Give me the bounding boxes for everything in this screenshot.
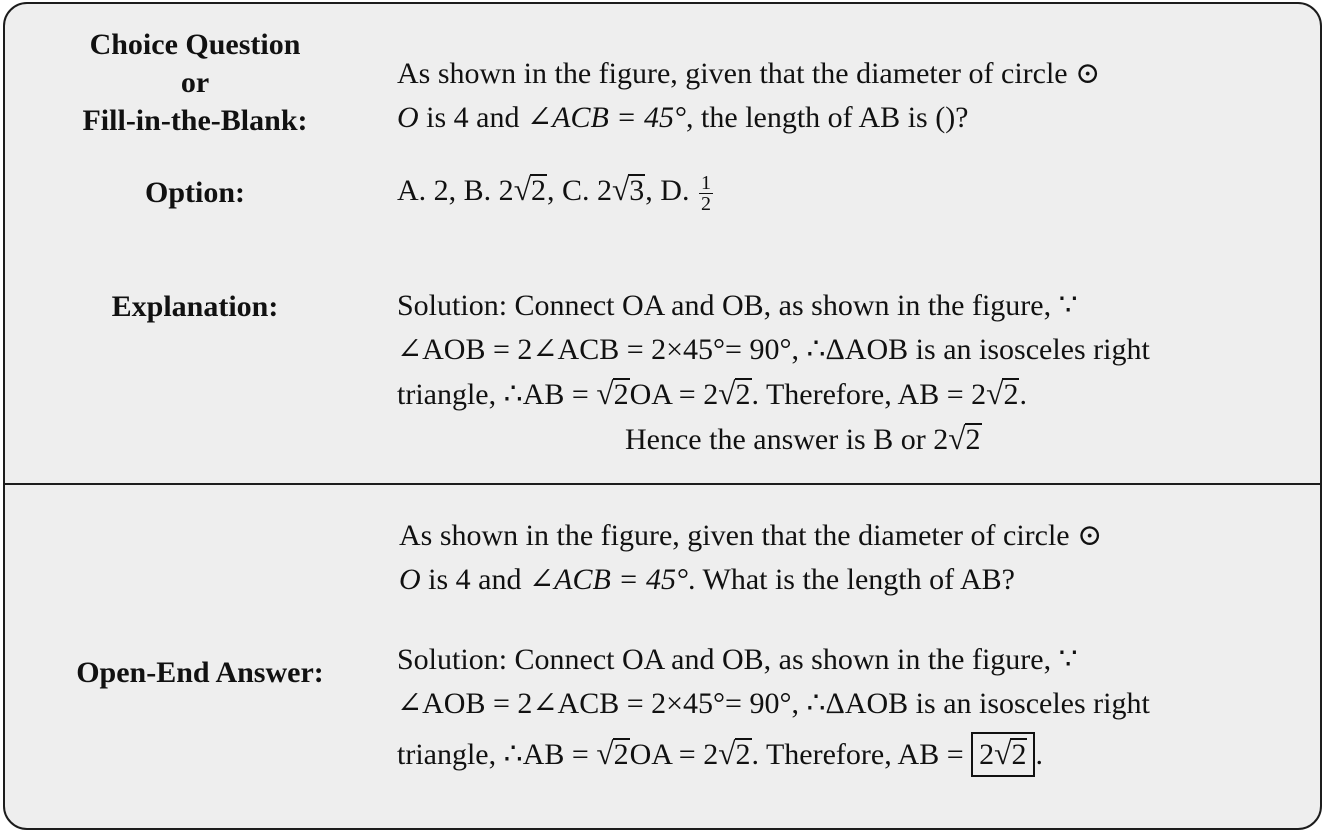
open-question-line2: O is 4 and ∠ACB = 45°. What is the length of AB? [399, 563, 1015, 596]
open-question-text [399, 514, 1102, 602]
option-a: A. 2, [397, 174, 464, 207]
option-b: B. 2√2, [463, 172, 562, 207]
fraction-one-half: $\frac{1}{2}$ [700, 171, 711, 215]
circle-symbol: ⊙ [1077, 519, 1103, 552]
variable-o: O [397, 101, 419, 134]
choice-solution-text [397, 284, 1150, 462]
circle-symbol: ⊙ [1075, 57, 1101, 90]
option-c: C. 2√3, [561, 172, 661, 207]
solution-line2: ∠AOB = 2∠ACB = 2×45°= 90°, ∴ΔAOB is an isosceles right [397, 687, 1150, 720]
choice-label-line3: Fill-in-the-Blank: [82, 104, 308, 137]
solution-line1: Solution: Connect OA and OB, as shown in the figure, ∵ [397, 643, 1078, 676]
boxed-final-answer: 2√2 [971, 732, 1035, 777]
choice-label-line1: Choice Question [89, 28, 301, 61]
option-d: D. $\frac{1}{2}$ [660, 171, 711, 215]
choice-question-line1: As shown in the figure, given that the diameter of circle ⊙ [397, 57, 1101, 90]
angle-expression: ∠ACB = 45° [527, 101, 687, 134]
angle-expression: ∠ACB = 45° [529, 563, 689, 596]
open-question-line1: As shown in the figure, given that the diameter of circle ⊙ [399, 519, 1103, 552]
options-text [397, 168, 713, 214]
comparison-panel [3, 2, 1322, 830]
choice-question-label [45, 26, 345, 140]
solution-line2: ∠AOB = 2∠ACB = 2×45°= 90°, ∴ΔAOB is an isosceles right [397, 333, 1150, 366]
option-label: Option: [144, 176, 246, 209]
answer-line: Hence the answer is B or 2√2 [625, 421, 981, 456]
choice-question-text [397, 52, 1100, 140]
solution-line1: Solution: Connect OA and OB, as shown in the figure, ∵ [397, 289, 1078, 322]
open-solution-text [397, 638, 1150, 777]
open-end-answer-label: Open-End Answer: [76, 656, 324, 689]
solution-line3: triangle, ∴AB = √2OA = 2√2. Therefore, AB = 2√2. [397, 376, 1027, 411]
solution-line3: triangle, ∴AB = √2OA = 2√2. Therefore, AB = 2√2 . [397, 732, 1150, 777]
section-divider [5, 483, 1320, 485]
explanation-label: Explanation: [111, 290, 279, 323]
variable-o: O [399, 563, 421, 596]
choice-question-line2: O is 4 and ∠ACB = 45°, the length of AB is ()? [397, 101, 969, 134]
choice-label-line2: or [180, 66, 210, 99]
